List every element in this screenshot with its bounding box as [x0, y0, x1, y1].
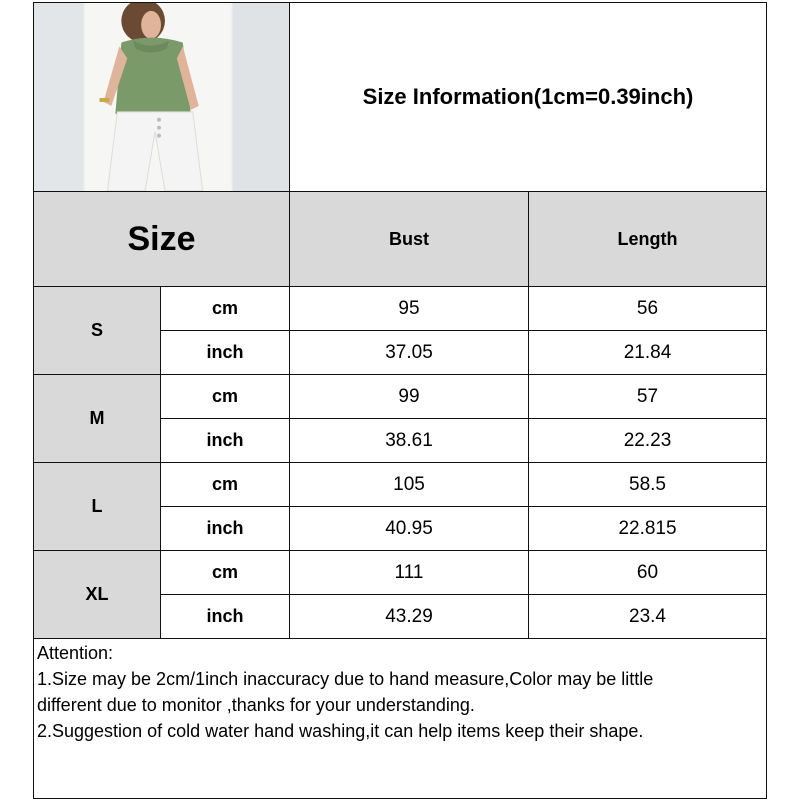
- size-info-title-cell: [289, 2, 767, 192]
- column-header-bust: [289, 191, 529, 287]
- model-photo-icon: [34, 3, 289, 191]
- page-title: Size Information(1cm=0.39inch): [362, 84, 694, 109]
- unit-cell: [160, 506, 290, 551]
- size-heading-cell: [33, 191, 290, 287]
- bust-value-cell: [289, 462, 529, 507]
- bust-value: 37.05: [385, 341, 433, 363]
- length-value: 56: [636, 297, 659, 319]
- length-value: 22.815: [618, 517, 677, 539]
- unit-label: cm: [211, 474, 238, 494]
- bust-value: 43.29: [385, 605, 433, 627]
- length-value: 23.4: [629, 605, 666, 627]
- size-heading: Size: [127, 219, 196, 258]
- length-value-cell: [528, 462, 767, 507]
- length-value-cell: [528, 594, 767, 639]
- bust-value-cell: [289, 330, 529, 375]
- bust-value: 105: [393, 473, 425, 495]
- unit-cell: [160, 462, 290, 507]
- size-label-cell: [33, 286, 161, 375]
- unit-cell: [160, 550, 290, 595]
- unit-label: inch: [206, 342, 244, 362]
- unit-cell: [160, 374, 290, 419]
- product-photo: [33, 2, 290, 192]
- size-label-cell: [33, 374, 161, 463]
- attention-notes: [33, 636, 767, 799]
- bust-value-cell: [289, 418, 529, 463]
- notes-heading: Attention:: [37, 643, 114, 663]
- length-value: 58.5: [629, 473, 666, 495]
- bust-value-cell: [289, 594, 529, 639]
- bust-value-cell: [289, 506, 529, 551]
- length-value-cell: [528, 418, 767, 463]
- bust-value: 38.61: [385, 429, 433, 451]
- size-label: L: [91, 496, 103, 516]
- length-value-cell: [528, 506, 767, 551]
- unit-label: cm: [211, 386, 238, 406]
- length-value-cell: [528, 330, 767, 375]
- size-label: M: [89, 408, 105, 428]
- bust-value-cell: [289, 374, 529, 419]
- notes-line-1b: different due to monitor ,thanks for your understanding.: [37, 695, 475, 715]
- unit-cell: [160, 594, 290, 639]
- length-value: 57: [636, 385, 659, 407]
- column-header-length: [528, 191, 767, 287]
- unit-label: inch: [206, 518, 244, 538]
- bust-value: 95: [398, 297, 420, 319]
- unit-label: cm: [211, 562, 238, 582]
- length-value-cell: [528, 374, 767, 419]
- unit-cell: [160, 286, 290, 331]
- size-label: XL: [85, 584, 109, 604]
- notes-line-1a: 1.Size may be 2cm/1inch inaccuracy due to hand measure,Color may be little: [37, 669, 654, 689]
- bust-value-cell: [289, 286, 529, 331]
- size-chart: [33, 2, 767, 799]
- bust-value: 111: [394, 561, 424, 583]
- bust-value: 40.95: [385, 517, 433, 539]
- bust-value-cell: [289, 550, 529, 595]
- size-label: S: [90, 320, 103, 340]
- column-label-length: Length: [617, 228, 678, 249]
- size-label-cell: [33, 550, 161, 639]
- length-value-cell: [528, 550, 767, 595]
- unit-cell: [160, 418, 290, 463]
- length-value-cell: [528, 286, 767, 331]
- length-value: 60: [636, 561, 659, 583]
- unit-label: inch: [206, 430, 244, 450]
- length-value: 21.84: [623, 341, 672, 363]
- unit-label: cm: [211, 298, 238, 318]
- notes-line-2: 2.Suggestion of cold water hand washing,it can help items keep their shape.: [37, 721, 644, 741]
- size-label-cell: [33, 462, 161, 551]
- unit-cell: [160, 330, 290, 375]
- bust-value: 99: [398, 385, 420, 407]
- unit-label: inch: [206, 606, 244, 626]
- column-label-bust: Bust: [389, 228, 429, 249]
- length-value: 22.23: [623, 429, 672, 451]
